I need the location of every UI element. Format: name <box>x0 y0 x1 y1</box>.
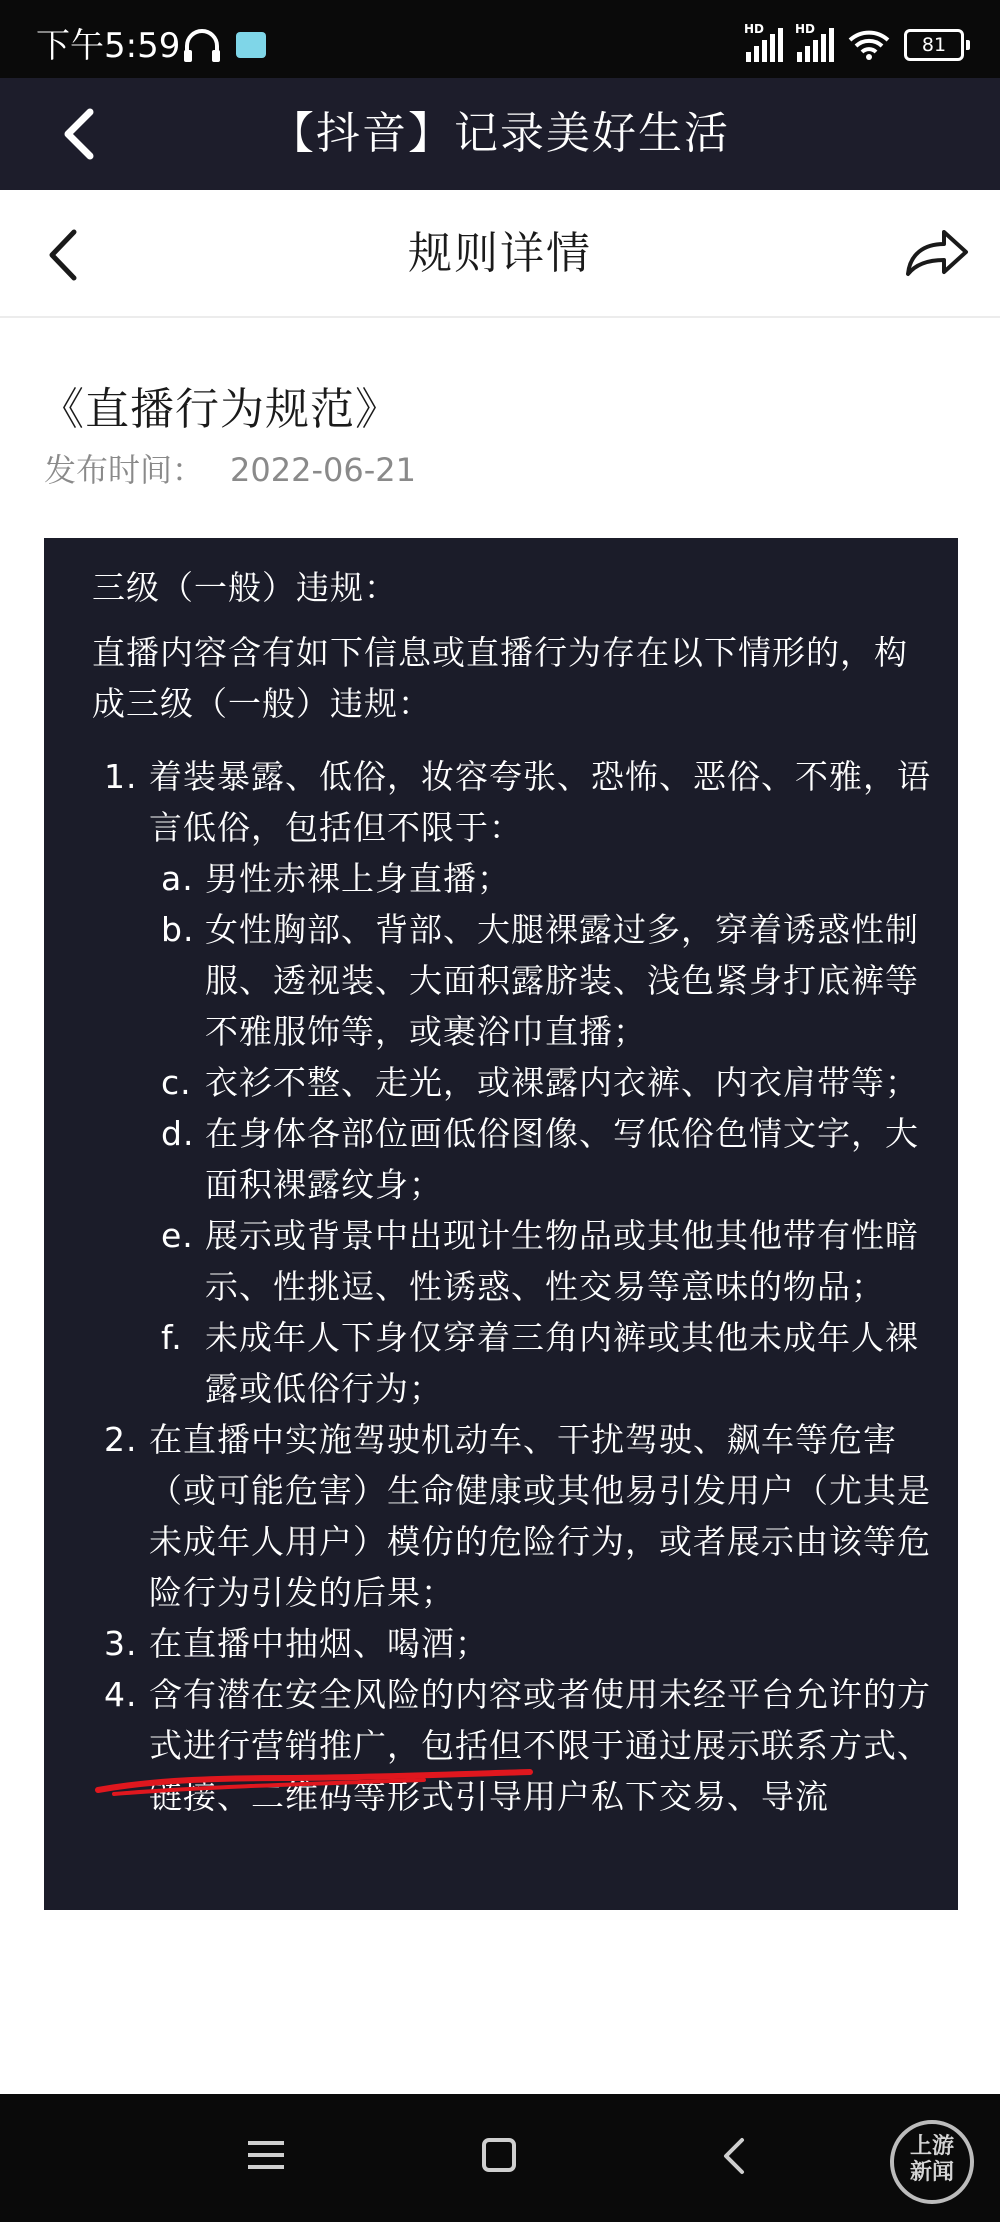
app-title: 【抖音】记录美好生活 <box>270 108 730 159</box>
rule-subitem <box>92 1057 932 1108</box>
rule-subitem <box>92 1210 932 1312</box>
rules-intro: 直播内容含有如下信息或直播行为存在以下情形的，构成三级（一般）违规： <box>92 633 908 723</box>
rule-number: 4. <box>104 1675 138 1714</box>
rule-subitem <box>92 1312 932 1414</box>
home-square-icon[interactable] <box>482 2138 516 2172</box>
rule-subitem-text: 在身体各部位画低俗图像、写低俗色情文字，大面积裸露纹身； <box>205 1114 919 1204</box>
rule-subitem-text: 女性胸部、背部、大腿裸露过多，穿着诱惑性制服、透视装、大面积露脐装、浅色紧身打底裤等不雅服饰等，或裹浴巾直播； <box>205 910 919 1051</box>
back-triangle-icon[interactable] <box>720 2136 748 2176</box>
rule-item <box>92 751 932 853</box>
rule-text: 在直播中抽烟、喝酒； <box>149 1624 489 1663</box>
rule-subitem <box>92 853 932 904</box>
message-icon <box>236 32 266 58</box>
hd-signal-icon: HD <box>746 28 783 62</box>
watermark-logo <box>890 2120 974 2204</box>
watermark-line-2: 新闻 <box>909 2160 954 2185</box>
wifi-icon <box>848 29 890 61</box>
rule-subitem <box>92 904 932 1057</box>
battery-level: 81 <box>921 34 947 56</box>
watermark-line-1: 上游 <box>909 2134 954 2159</box>
rule-subitem-text: 展示或背景中出现计生物品或其他其他带有性暗示、性挑逗、性诱惑、性交易等意味的物品； <box>205 1216 919 1306</box>
app-header <box>0 78 1000 190</box>
system-nav-bar <box>0 2094 1000 2222</box>
rule-subitem-letter: a. <box>161 859 194 898</box>
publish-date <box>44 450 416 490</box>
rule-subitem-text: 衣衫不整、走光，或裸露内衣裤、内衣肩带等； <box>205 1063 919 1102</box>
share-arrow-icon[interactable] <box>902 224 972 282</box>
document-title: 《直播行为规范》 <box>40 384 400 435</box>
rule-subitem-text: 未成年人下身仅穿着三角内裤或其他未成年人裸露或低俗行为； <box>205 1318 919 1408</box>
rule-subitem-letter: f. <box>161 1318 183 1357</box>
red-underline-annotation <box>94 1764 534 1804</box>
rule-text: 在直播中实施驾驶机动车、干扰驾驶、飙车等危害（或可能危害）生命健康或其他易引发用户（尤其是未成年人用户）模仿的危险行为，或者展示由该等危险行为引发的后果； <box>149 1420 931 1612</box>
rules-heading: 三级（一般）违规： <box>92 568 398 607</box>
rule-number: 2. <box>104 1420 138 1459</box>
nav-bar <box>0 190 1000 318</box>
rule-subitem <box>92 1108 932 1210</box>
rule-item-highlighted <box>92 1618 932 1669</box>
publish-date-label: 发布时间： <box>44 451 205 489</box>
hd-signal-icon: HD <box>797 28 834 62</box>
status-bar <box>0 0 1000 78</box>
rule-subitem-letter: b. <box>161 910 195 949</box>
rule-item <box>92 1414 932 1618</box>
rule-text: 着装暴露、低俗，妆容夸张、恐怖、恶俗、不雅，语言低俗，包括但不限于： <box>149 757 931 847</box>
status-icons <box>744 22 964 62</box>
status-time: 下午5:59 <box>36 26 181 66</box>
battery-icon <box>904 29 964 61</box>
rule-subitem-letter: d. <box>161 1114 195 1153</box>
rule-number: 3. <box>104 1624 138 1663</box>
publish-date-value: 2022-06-21 <box>230 451 416 489</box>
rule-number: 1. <box>104 757 138 796</box>
headset-icon <box>182 28 222 64</box>
menu-icon[interactable] <box>248 2138 284 2172</box>
page-title: 规则详情 <box>408 228 592 279</box>
rules-content <box>92 562 932 1822</box>
rule-text: 含有潜在安全风险的内容或者使用未经平台允许的方式进行营销推广，包括但不限于通过展示联系方式、链接、二维码等形式引导用户私下交易、导流 <box>149 1675 931 1816</box>
rules-panel <box>44 538 958 1910</box>
rule-subitem-text: 男性赤裸上身直播； <box>205 859 511 898</box>
rule-subitem-letter: e. <box>161 1216 194 1255</box>
rule-subitem-letter: c. <box>161 1063 192 1102</box>
